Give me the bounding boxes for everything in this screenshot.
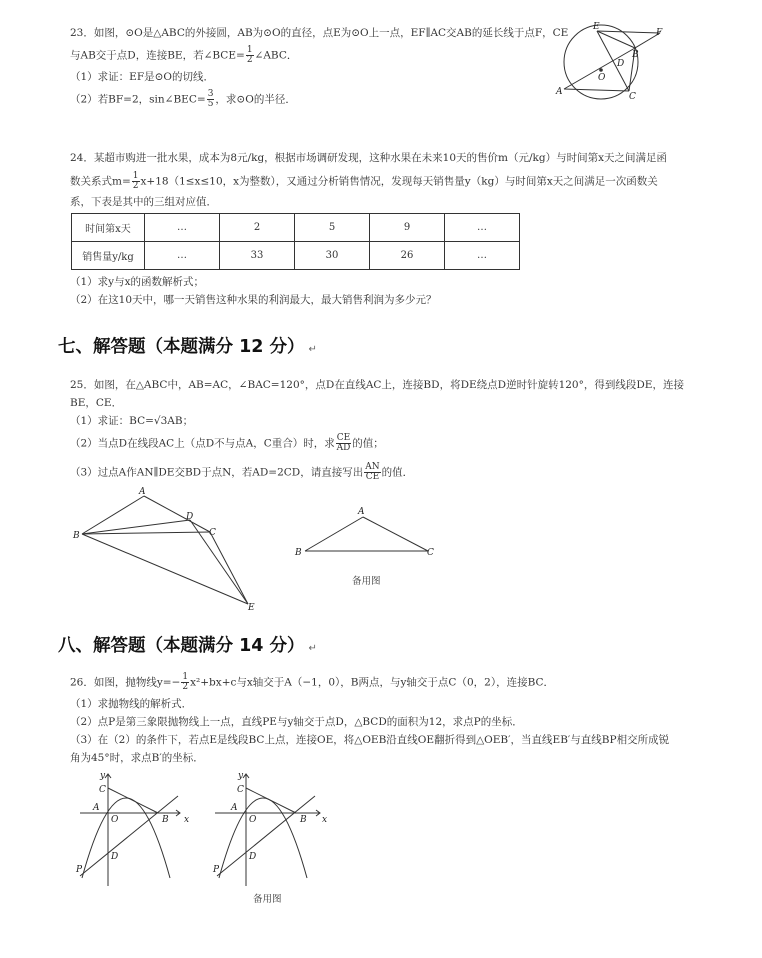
q23-line2 bbox=[70, 46, 297, 65]
q24-line2 bbox=[70, 172, 658, 191]
q23-fraction: $\frac{1}{2}$ bbox=[246, 45, 253, 65]
g2-label-y: y bbox=[238, 771, 244, 781]
q26-sub1: （1）求抛物线的解析式． bbox=[70, 698, 193, 710]
q26-line1-text: 26．如图，抛物线y=− bbox=[70, 676, 181, 689]
section-8-heading bbox=[58, 632, 317, 657]
q26-fraction: $\frac{1}{2}$ bbox=[182, 672, 189, 692]
segment-be bbox=[82, 534, 248, 604]
q26-line1 bbox=[70, 673, 554, 692]
label-b: B bbox=[632, 50, 639, 60]
table-cell: 2 bbox=[220, 214, 295, 242]
g1-label-x: x bbox=[184, 815, 190, 825]
fig1-label-b: B bbox=[73, 531, 80, 541]
q24-sub1: （1）求y与x的函数解析式； bbox=[70, 276, 205, 288]
q24-line3: 系，下表是其中的三组对应值． bbox=[70, 196, 217, 208]
table-cell: … bbox=[145, 242, 220, 270]
return-mark-icon: ↵ bbox=[308, 643, 317, 654]
fig2-label-a: A bbox=[358, 507, 365, 517]
table-cell: 26 bbox=[370, 242, 445, 270]
return-mark-icon: ↵ bbox=[308, 344, 317, 355]
q24-sub2: （2）在这10天中，哪一天销售这种水果的利润最大，最大销售利润为多少元？ bbox=[70, 294, 437, 306]
fig2-label-b: B bbox=[295, 548, 302, 558]
g1-label-c: C bbox=[99, 785, 106, 795]
table-cell: … bbox=[145, 214, 220, 242]
q24-line1: 24．某超市购进一批水果，成本为8元/kg，根据市场调研发现，这种水果在未来10天的售价m（元/kg）与时间第x天之间满足函 bbox=[70, 152, 668, 164]
g2-label-x: x bbox=[322, 815, 328, 825]
g2-label-p: P bbox=[213, 865, 220, 875]
q26-sub3a: （3）在（2）的条件下，若点E是线段BC上点，连接OE，将△OEB沿直线OE翻折得到△OEB′，当直线EB′与直线BP相交所成锐 bbox=[70, 734, 670, 746]
g1-label-p: P bbox=[76, 865, 83, 875]
q25-sub1: （1）求证：BC=√3AB； bbox=[70, 415, 194, 427]
q25-sub3-fraction: $\frac{AN}{CE}$ bbox=[365, 462, 380, 482]
q23-sub2 bbox=[70, 90, 296, 109]
g2-label-b: B bbox=[300, 815, 307, 825]
q25-sub2 bbox=[70, 434, 384, 453]
label-e: E bbox=[593, 22, 600, 32]
table-cell: … bbox=[445, 214, 520, 242]
q23-sub1: （1）求证：EF是⊙O的切线． bbox=[70, 71, 215, 83]
q23-line1: 23．如图，⊙O是△ABC的外接圆，AB为⊙O的直径，点E为⊙O上一点，EF∥AC交AB的延长线于点F，CE bbox=[70, 27, 569, 39]
q24-line2-text: 数关系式m= bbox=[70, 175, 131, 188]
q26-graphs bbox=[60, 766, 340, 891]
q23-sub2-tail: ，求⊙O的半径． bbox=[215, 93, 296, 106]
segment-cb bbox=[108, 788, 158, 813]
g2-label-c: C bbox=[237, 785, 244, 795]
section-8-title: 八、解答题（本题满分 14 分） bbox=[58, 636, 305, 656]
fig1-label-a: A bbox=[139, 487, 146, 497]
q26-sub2: （2）点P是第三象限抛物线上一点，直线PE与y轴交于点D，△BCD的面积为12，求点P的坐标． bbox=[70, 716, 523, 728]
backup-segment-ac bbox=[363, 517, 428, 551]
fig1-label-e: E bbox=[248, 603, 255, 612]
q26-sub3b: 角为45°时，求点B′的坐标． bbox=[70, 752, 204, 764]
table-cell: 33 bbox=[220, 242, 295, 270]
q25-sub3-text: （3）过点A作AN∥DE交BD于点N，若AD=2CD，请直接写出 bbox=[70, 466, 364, 479]
label-o: O bbox=[598, 73, 606, 83]
q23-line2-text: 与AB交于点D，连接BE，若∠BCE= bbox=[70, 49, 245, 62]
q24-fraction: $\frac{1}{2}$ bbox=[132, 171, 139, 191]
segment-ef bbox=[597, 31, 660, 33]
q23-circle-figure bbox=[550, 18, 675, 108]
label-f: F bbox=[656, 28, 663, 38]
section-7-title: 七、解答题（本题满分 12 分） bbox=[58, 337, 305, 357]
q24-line2-tail: x+18（1≤x≤10，x为整数），又通过分析销售情况，发现每天销售量y（kg）与时间第x天之间满足一次函数关 bbox=[140, 175, 658, 188]
segment-ac bbox=[144, 496, 210, 532]
q25-sub3-tail: 的值． bbox=[381, 466, 414, 479]
q25-sub2-tail: 的值； bbox=[352, 437, 384, 450]
g1-label-d: D bbox=[111, 852, 119, 862]
fig2-label-c: C bbox=[427, 548, 434, 558]
section-7-heading bbox=[58, 333, 317, 358]
label-c: C bbox=[629, 92, 636, 102]
table-cell: 30 bbox=[295, 242, 370, 270]
backup-segment-ba bbox=[305, 517, 363, 551]
segment-ac bbox=[564, 89, 629, 91]
g2-label-a: A bbox=[231, 803, 238, 813]
table-cell: 9 bbox=[370, 214, 445, 242]
q25-figures bbox=[68, 482, 468, 612]
label-a: A bbox=[556, 87, 563, 97]
fig1-label-d: D bbox=[186, 512, 194, 522]
q24-table bbox=[71, 213, 520, 270]
segment-ba bbox=[82, 496, 144, 534]
g1-label-o: O bbox=[111, 815, 119, 825]
q23-sub2-fraction: $\frac{3}{5}$ bbox=[207, 89, 214, 109]
q26-line1-tail: x²+bx+c与x轴交于A（−1，0），B两点，与y轴交于点C（0，2），连接BC． bbox=[190, 676, 555, 689]
q25-line2: BE，CE． bbox=[70, 397, 123, 409]
table-cell: … bbox=[445, 242, 520, 270]
q23-line2-tail: ∠ABC． bbox=[254, 49, 298, 62]
table-cell: 时间第x天 bbox=[72, 214, 145, 242]
segment-bd bbox=[82, 520, 190, 534]
q25-backup-caption: 备用图 bbox=[352, 576, 381, 587]
segment-cb bbox=[246, 788, 296, 813]
segment-bc bbox=[82, 532, 210, 534]
q25-sub2-text: （2）当点D在线段AC上（点D不与点A，C重合）时，求 bbox=[70, 437, 335, 450]
label-d: D bbox=[617, 59, 625, 69]
table-cell: 5 bbox=[295, 214, 370, 242]
table-cell: 销售量y/kg bbox=[72, 242, 145, 270]
table-row bbox=[72, 214, 520, 242]
fig1-label-c: C bbox=[209, 528, 216, 538]
q26-backup-caption: 备用图 bbox=[253, 894, 282, 905]
g1-label-b: B bbox=[162, 815, 169, 825]
g1-label-a: A bbox=[93, 803, 100, 813]
q25-sub3 bbox=[70, 463, 413, 482]
center-point bbox=[599, 68, 603, 72]
q25-sub2-fraction: $\frac{CE}{AD}$ bbox=[336, 433, 351, 453]
g2-label-d: D bbox=[249, 852, 257, 862]
table-row bbox=[72, 242, 520, 270]
segment-ce bbox=[210, 532, 248, 604]
g2-label-o: O bbox=[249, 815, 257, 825]
segment-be bbox=[597, 31, 635, 48]
g1-label-y: y bbox=[100, 771, 106, 781]
q23-sub2-text: （2）若BF=2，sin∠BEC= bbox=[70, 93, 206, 106]
q25-line1: 25．如图，在△ABC中，AB=AC，∠BAC=120°，点D在直线AC上，连接BD，将DE绕点D逆时针旋转120°，得到线段DE，连接 bbox=[70, 379, 684, 391]
